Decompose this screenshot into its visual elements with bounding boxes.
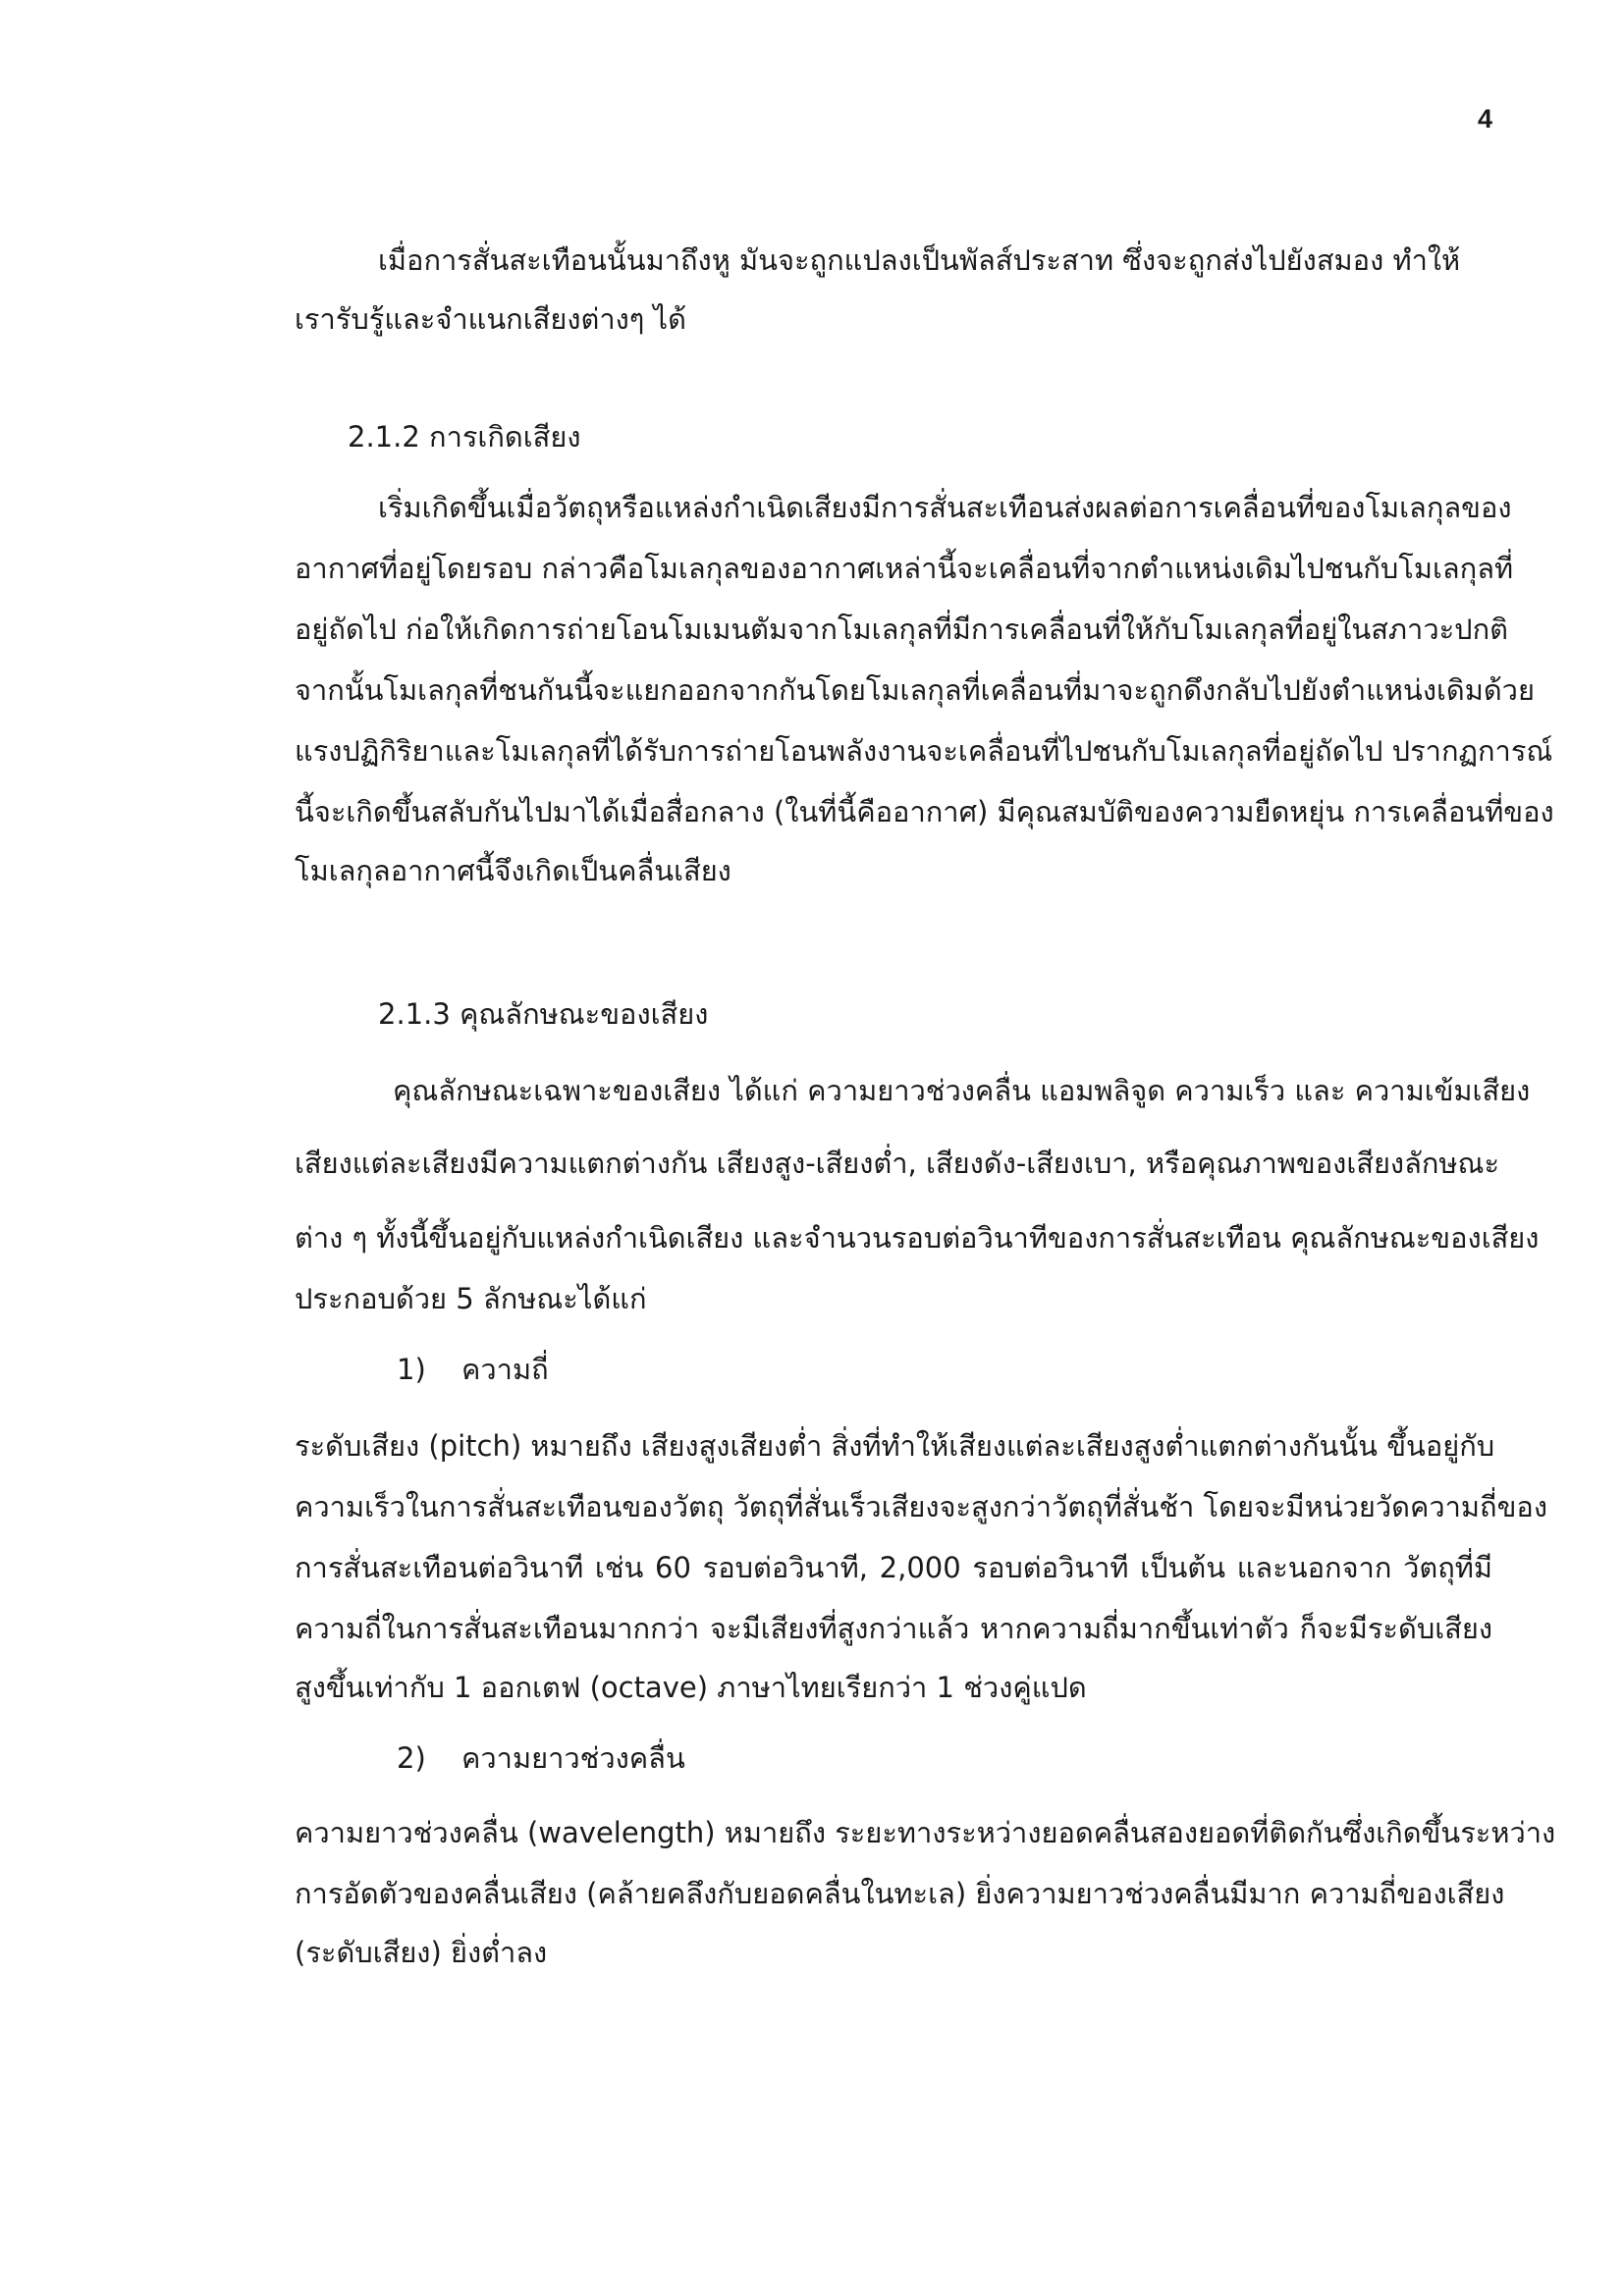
paragraph-line: โมเลกุลอากาศนี้จึงเกิดเป็นคลื่นเสียง <box>295 854 731 887</box>
paragraph-line: นี้จะเกิดขึ้นสลับกันไปมาได้เมื่อสื่อกลาง (ในที่นี้คืออากาศ) มีคุณสมบัติของความยืดหยุ่น การเคลื่อนที่ของ <box>295 795 1554 828</box>
paragraph-line: ความถี่ในการสั่นสะเทือนมากกว่า จะมีเสียงที่สูงกว่าแล้ว หากความถี่มากขึ้นเท่าตัว ก็จะมีระดับเสียง <box>295 1612 1492 1645</box>
paragraph-line: คุณลักษณะเฉพาะของเสียง ได้แก่ ความยาวช่วงคลื่น แอมพลิจูด ความเร็ว และ ความเข้มเสียง <box>393 1074 1531 1107</box>
paragraph-line: ความเร็วในการสั่นสะเทือนของวัตถุ วัตถุที่สั่นเร็วเสียงจะสูงกว่าวัตถุที่สั่นช้า โดยจะมีหน่วยวัดความถี่ของ <box>295 1490 1547 1523</box>
paragraph-line: การอัดตัวของคลื่นเสียง (คล้ายคลึงกับยอดคลื่นในทะเล) ยิ่งความยาวช่วงคลื่นมีมาก ความถี่ของเสียง <box>295 1877 1505 1910</box>
list-item-title: ความยาวช่วงคลื่น <box>461 1741 685 1775</box>
page-number: 4 <box>1477 104 1492 133</box>
list-item-title: ความถี่ <box>461 1353 549 1386</box>
paragraph-line: เรารับรู้และจำแนกเสียงต่างๆ ได้ <box>295 302 686 336</box>
paragraph-line: ประกอบด้วย 5 ลักษณะได้แก่ <box>295 1282 647 1315</box>
paragraph-line: ระดับเสียง (pitch) หมายถึง เสียงสูงเสียงต่ำ สิ่งที่ทำให้เสียงแต่ละเสียงสูงต่ำแตกต่างกันนั้น ขึ้นอยู่กับ <box>295 1429 1495 1463</box>
paragraph-line: การสั่นสะเทือนต่อวินาที เช่น 60 รอบต่อวินาที, 2,000 รอบต่อวินาที เป็นต้น และนอกจาก วัตถุที่มี <box>295 1551 1492 1584</box>
paragraph-line: สูงขึ้นเท่ากับ 1 ออกเตฟ (octave) ภาษาไทยเรียกว่า 1 ช่วงคู่แปด <box>295 1671 1087 1704</box>
paragraph-line: เริ่มเกิดขึ้นเมื่อวัตถุหรือแหล่งกำเนิดเสียงมีการสั่นสะเทือนส่งผลต่อการเคลื่อนที่ของโมเลกุลของ <box>378 491 1512 524</box>
paragraph-line: เสียงแต่ละเสียงมีความแตกต่างกัน เสียงสูง-เสียงต่ำ, เสียงดัง-เสียงเบา, หรือคุณภาพของเสียงลักษณะ <box>295 1147 1500 1180</box>
paragraph-line: จากนั้นโมเลกุลที่ชนกันนี้จะแยกออกจากกันโดยโมเลกุลที่เคลื่อนที่มาจะถูกดึงกลับไปยังตำแหน่งเดิมด้วย <box>295 673 1535 707</box>
section-heading: 2.1.2 การเกิดเสียง <box>348 420 581 454</box>
paragraph-line: เมื่อการสั่นสะเทือนนั้นมาถึงหู มันจะถูกแปลงเป็นพัลส์ประสาท ซึ่งจะถูกส่งไปยังสมอง ทำให้ <box>378 243 1461 277</box>
list-item-number: 1) <box>397 1353 426 1386</box>
section-heading: 2.1.3 คุณลักษณะของเสียง <box>378 997 709 1031</box>
paragraph-line: ความยาวช่วงคลื่น (wavelength) หมายถึง ระยะทางระหว่างยอดคลื่นสองยอดที่ติดกันซึ่งเกิดขึ้นระหว่าง <box>295 1816 1556 1849</box>
list-item-number: 2) <box>397 1741 426 1775</box>
paragraph-line: อากาศที่อยู่โดยรอบ กล่าวคือโมเลกุลของอากาศเหล่านี้จะเคลื่อนที่จากตำแหน่งเดิมไปชนกับโมเลกุลที่ <box>295 552 1514 585</box>
paragraph-line: อยู่ถัดไป ก่อให้เกิดการถ่ายโอนโมเมนตัมจากโมเลกุลที่มีการเคลื่อนที่ให้กับโมเลกุลที่อยู่ในสภาวะปกติ <box>295 613 1508 646</box>
paragraph-line: (ระดับเสียง) ยิ่งต่ำลง <box>295 1936 548 1969</box>
paragraph-line: แรงปฏิกิริยาและโมเลกุลที่ได้รับการถ่ายโอนพลังงานจะเคลื่อนที่ไปชนกับโมเลกุลที่อยู่ถัดไป ปรากฏการณ์ <box>295 734 1553 768</box>
paragraph-line: ต่าง ๆ ทั้งนี้ขึ้นอยู่กับแหล่งกำเนิดเสียง และจำนวนรอบต่อวินาทีของการสั่นสะเทือน คุณลักษณะของเสียง <box>295 1221 1540 1255</box>
